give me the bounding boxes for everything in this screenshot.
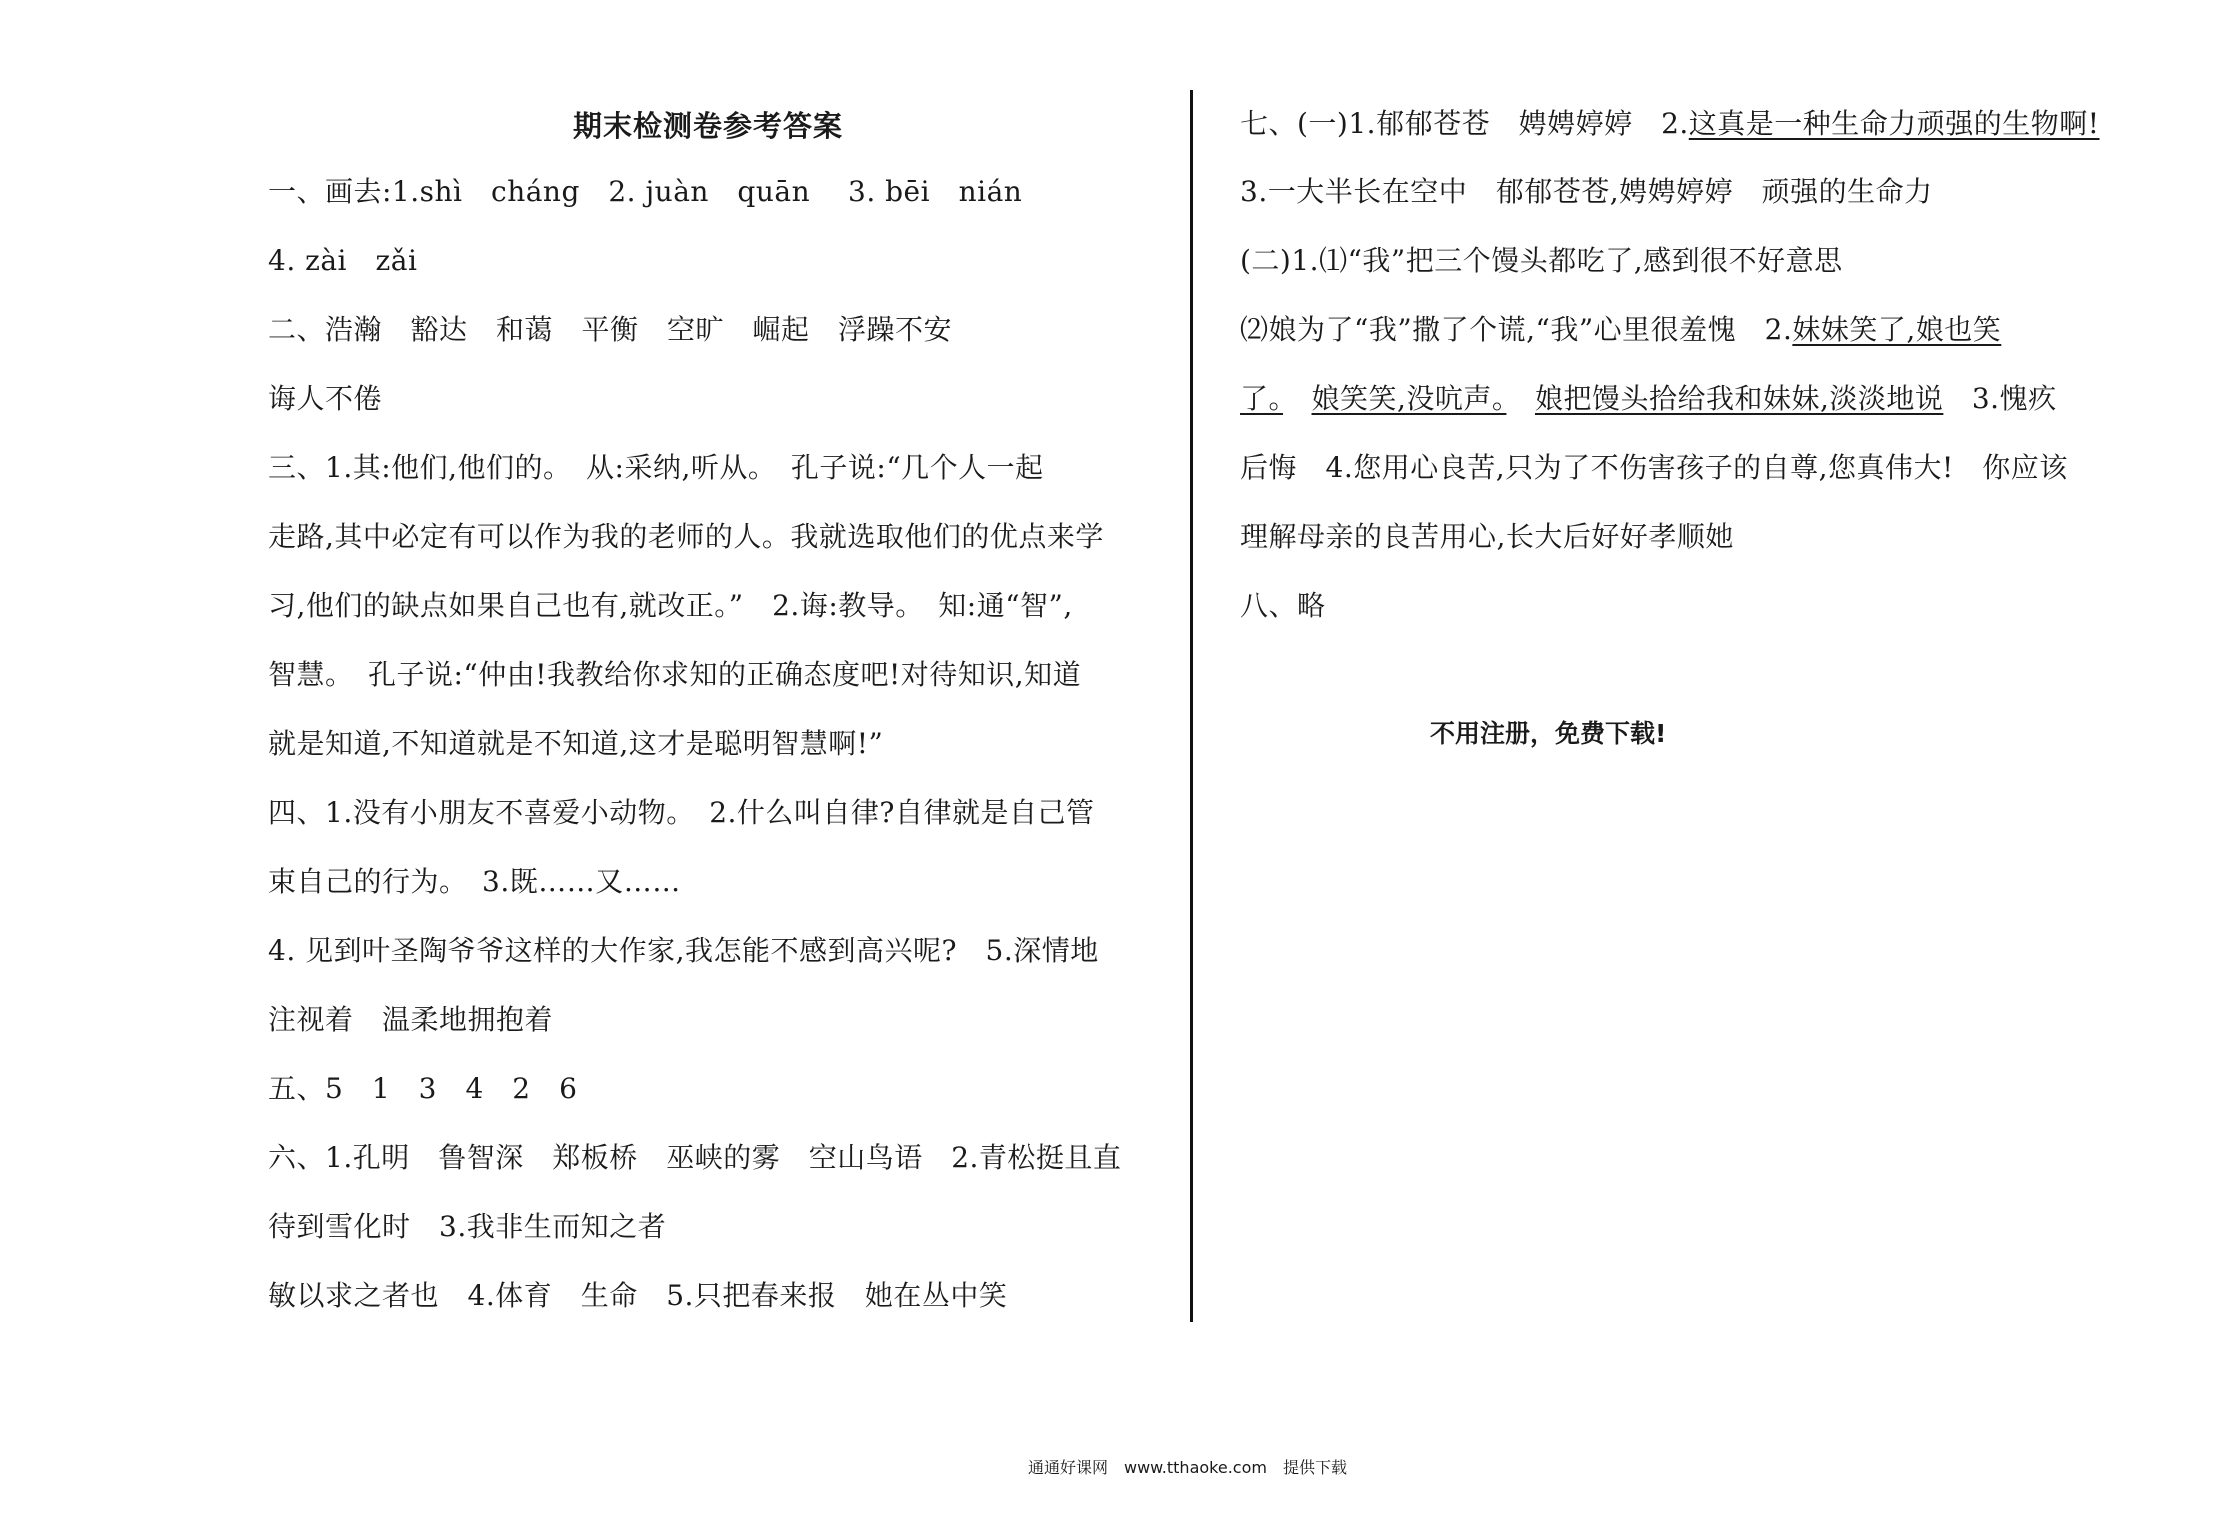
answer-text: ⑵娘为了“我”撒了个谎,“我”心里很羞愧 2. xyxy=(1240,313,1793,346)
answer-line-2: 4. zài zǎi xyxy=(268,244,418,277)
underlined-answer: 这真是一种生命力顽强的生物啊! xyxy=(1688,107,2100,140)
answer-line-8: 智慧。 孔子说:“仲由!我教给你求知的正确态度吧!对待知识,知道 xyxy=(268,658,1082,691)
spacer-text xyxy=(1506,382,1535,415)
underlined-answer: 娘笑笑,没吭声。 xyxy=(1311,382,1507,415)
answer-line-7: 习,他们的缺点如果自己也有,就改正。” 2.诲:教导。 知:通“智”, xyxy=(268,589,1073,622)
answer-line-r5 xyxy=(1240,379,2057,419)
answer-line-4: 诲人不倦 xyxy=(268,382,383,415)
answer-line-15: 六、1.孔明 鲁智深 郑板桥 巫峡的雾 空山鸟语 2.青松挺且直 xyxy=(268,1141,1122,1174)
answer-line-r8: 八、略 xyxy=(1240,589,1326,622)
spacer-text xyxy=(1283,382,1312,415)
answer-line-r2: 3.一大半长在空中 郁郁苍苍,娉娉婷婷 顽强的生命力 xyxy=(1240,175,1933,208)
answer-text: 3.愧疚 xyxy=(1943,382,2057,415)
answer-line-10: 四、1.没有小朋友不喜爱小动物。 2.什么叫自律?自律就是自己管 xyxy=(268,796,1095,829)
answer-line-17: 敏以求之者也 4.体育 生命 5.只把春来报 她在丛中笑 xyxy=(268,1279,1008,1312)
answer-line-5: 三、1.其:他们,他们的。 从:采纳,听从。 孔子说:“几个人一起 xyxy=(268,451,1044,484)
page-footer: 通通好课网 www.tthaoke.com 提供下载 xyxy=(1028,1458,1347,1477)
answer-line-12: 4. 见到叶圣陶爷爷这样的大作家,我怎能不感到高兴呢? 5.深情地 xyxy=(268,934,1099,967)
answer-line-14: 五、5 1 3 4 2 6 xyxy=(268,1072,578,1105)
answer-line-r3: (二)1.⑴“我”把三个馒头都吃了,感到很不好意思 xyxy=(1240,244,1843,277)
answer-line-1: 一、画去:1.shì cháng 2. juàn quān 3. bēi nián xyxy=(268,175,1023,208)
answer-line-9: 就是知道,不知道就是不知道,这才是聪明智慧啊!” xyxy=(268,727,884,760)
answer-line-11: 束自己的行为。 3.既……又…… xyxy=(268,865,681,898)
answer-text: 七、(一)1.郁郁苍苍 娉娉婷婷 2. xyxy=(1240,107,1689,140)
underlined-answer: 妹妹笑了,娘也笑 xyxy=(1792,313,2002,346)
answer-line-r7: 理解母亲的良苦用心,长大后好好孝顺她 xyxy=(1240,520,1734,553)
answer-line-13: 注视着 温柔地拥抱着 xyxy=(268,1003,554,1036)
answer-line-r1 xyxy=(1240,104,2100,144)
column-divider xyxy=(1190,90,1193,1322)
underlined-answer: 了。 xyxy=(1240,382,1284,415)
answer-line-16: 待到雪化时 3.我非生而知之者 xyxy=(268,1210,667,1243)
answer-line-3: 二、浩瀚 豁达 和蔼 平衡 空旷 崛起 浮躁不安 xyxy=(268,313,953,346)
page-title: 期末检测卷参考答案 xyxy=(572,109,843,143)
answer-line-6: 走路,其中必定有可以作为我的老师的人。我就选取他们的优点来学 xyxy=(268,520,1104,553)
underlined-answer: 娘把馒头拾给我和妹妹,淡淡地说 xyxy=(1534,382,1944,415)
download-notice: 不用注册，免费下载! xyxy=(1430,719,1667,748)
answer-line-r6: 后悔 4.您用心良苦,只为了不伤害孩子的自尊,您真伟大! 你应该 xyxy=(1240,451,2068,484)
answer-line-r4 xyxy=(1240,310,2001,350)
